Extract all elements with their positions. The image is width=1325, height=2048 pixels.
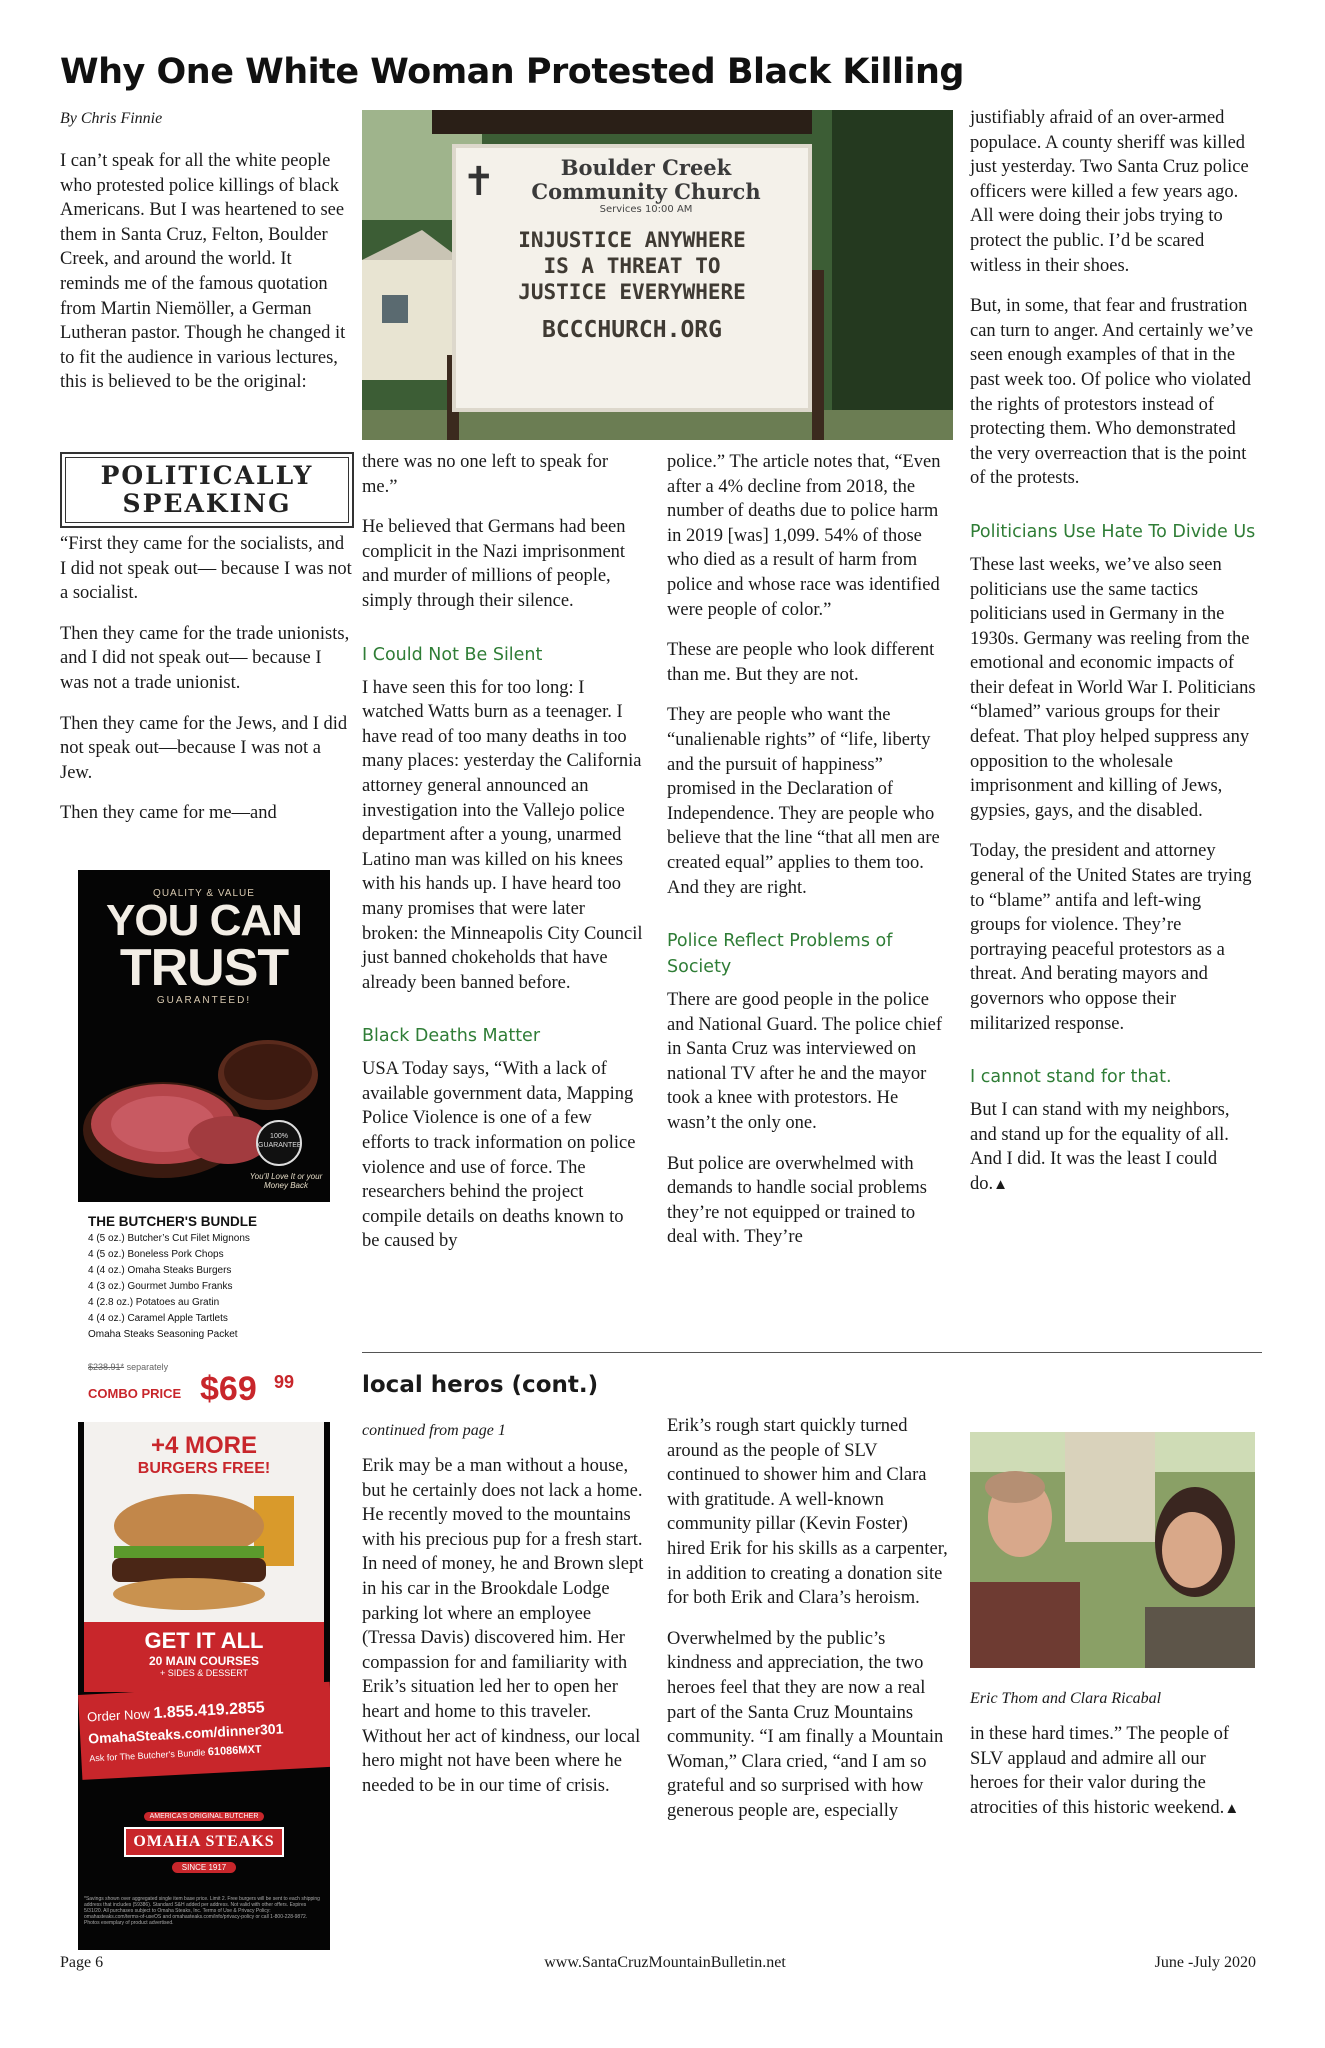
local-heros-title: local heros (cont.) [362, 1372, 599, 1398]
footer-website[interactable]: www.SantaCruzMountainBulletin.net [544, 1954, 786, 1971]
section-divider [362, 1352, 1262, 1353]
church-sign [452, 144, 812, 412]
paragraph: Erik may be a man without a house, but he certainly does not lack a home. He recently moved to the mountains with his precious pup for a fresh start. In need of money, he and Brown slept in his car in the Brookdale Lodge parking lot where an employee (Tressa Davis) discovered him. Her compassion for and familiarity with Erik’s situation led her to open her heart and home to this traveler. Without her act of kindness, our local hero might not have been where he needed to be in our time of crisis. [362, 1456, 644, 1796]
subhead-politicians: Politicians Use Hate To Divide Us [970, 521, 1256, 542]
main-courses: 20 MAIN COURSES [148, 1654, 260, 1668]
tree-icon: ▲ [1224, 1800, 1240, 1817]
bundle-title: THE BUTCHER'S BUNDLE [88, 1214, 257, 1229]
paragraph: Erik’s rough start quickly turned around as the people of SLV continued to shower him and Clara with gratitude. A well-known community pillar (Kevin Foster) hired Erik for his skills as a carpenter, in addition to creating a donation site for both Erik and Clara’s heroism. [667, 1416, 948, 1609]
order-website[interactable]: OmahaSteaks.com/dinner301 [87, 1720, 284, 1747]
logo-name: OMAHA STEAKS [124, 1827, 284, 1857]
more-burgers-line1: +4 MORE [150, 1432, 258, 1459]
bundle-items [88, 1231, 320, 1343]
guarantee-badge: 100% GUARANTEE [256, 1120, 302, 1166]
ad-headline-2: TRUST [119, 939, 289, 997]
column-1 [60, 149, 352, 411]
order-phone[interactable]: 1.855.419.2855 [153, 1699, 266, 1723]
paragraph: Overwhelmed by the public’s kindness and appreciation, the two heroes feel that they are now a real part of the Santa Cruz Mountains community. “I am finally a Mountain Woman,” Clara cried, “and I am so grateful and so surprised with how generous people are, especially [667, 1628, 944, 1821]
ad-script: You’ll Love It or your Money Back [249, 1172, 323, 1190]
subhead-black-deaths: Black Deaths Matter [362, 1026, 541, 1047]
subhead-silent: I Could Not Be Silent [362, 644, 543, 665]
ad-guaranteed: GUARANTEED! [156, 995, 252, 1006]
logo-arc-text: AMERICA'S ORIGINAL BUTCHER [144, 1812, 265, 1821]
paragraph: I have seen this for too long: I watched Watts burn as a teenager. I have read of too many deaths in too many places: yesterday the California attorney general announced an investigation into the Vallejo police department after a young, unarmed Latino man was killed on his knees with his hands up. I have heard too many promises that were later broken: the Minneapolis City Council just banned chokeholds that have already been banned before. [362, 677, 643, 993]
continued-note: continued from page 1 [362, 1422, 506, 1439]
paragraph: These last weeks, we’ve also seen politicians use the same tactics politicians used in Germany in the 1930s. Germany was reeling from the emotional and economic impacts of their defeat in World War I. Politicians “blamed” various groups for their defeat. That ploy helped suppress any opposition to the wholesale imprisonment and killing of Jews, gypsies, gays, and the disabled. [970, 554, 1256, 821]
section-label-line2: SPEAKING [122, 489, 292, 518]
ad-fine-print: *Savings shown over aggregated single item base price. Limit 2. Free burgers will be sent to each shipping address that includes (59386). Standard S&H added per address. Not valid with other offers. Expires 5/31/20. All purchases subject to Omaha Steaks, Inc. Terms of Use & Privacy Policy: omahasteaks.com/terms-of-useOS and omahasteaks.com/info/privacy-policy or call 1-800-228-9872. Photos exemplary of product advertised. [84, 1896, 320, 1926]
paragraph: police.” The article notes that, “Even after a 4% decline from 2018, the number of deaths due to police harm in 2019 [was] 1,099. 54% of those who died as a result of harm from police and whose race was identified were people of color.” [667, 452, 941, 620]
local-column-2 [667, 1414, 949, 1824]
quote-paragraph: “First they came for the socialists, and I did not speak out— because I was not a socialist. [60, 534, 352, 604]
column-2 [362, 450, 644, 1254]
column-4 [970, 106, 1256, 1198]
quote-paragraph: Then they came for the Jews, and I did not speak out—because I was not a Jew. [60, 713, 348, 783]
photo-caption: Eric Thom and Clara Ricabal [970, 1690, 1162, 1707]
burger-image [84, 1486, 324, 1616]
bundle-item: 4 (5 oz.) Butcher’s Cut Filet Mignons [88, 1233, 250, 1244]
church-sign-photo [362, 110, 953, 440]
paragraph: justifiably afraid of an over-armed populace. A county sheriff was killed just yesterday. Two Santa Cruz police officers were killed a few years ago. All were doing their jobs trying to protect the public. I’d be scared witless in their shoes. [970, 108, 1249, 276]
sign-message-line: JUSTICE EVERYWHERE [518, 280, 746, 304]
sign-services: Services 10:00 AM [599, 204, 693, 215]
paragraph: But, in some, that fear and frustration can turn to anger. And certainly we’ve seen enough examples of that in the past week too. Of police who violated the rights of protestors instead of protecting them. Who demonstrated the very overreaction that is the point of the protests. [970, 296, 1254, 489]
local-column-3 [970, 1722, 1255, 1821]
order-panel[interactable] [78, 1682, 330, 1780]
combo-price-cents: 99 [274, 1372, 295, 1392]
heroes-photo [970, 1432, 1255, 1668]
omaha-logo [124, 1805, 284, 1877]
old-price: $238.91* [88, 1362, 125, 1372]
politically-speaking-box [60, 452, 354, 528]
issue-date: June -July 2020 [1154, 1954, 1256, 1971]
bundle-item: 4 (4 oz.) Caramel Apple Tartlets [88, 1313, 228, 1324]
bundle-item: 4 (4 oz.) Omaha Steaks Burgers [88, 1265, 232, 1276]
paragraph: there was no one left to speak for me.” [362, 452, 609, 497]
bundle-item: 4 (5 oz.) Boneless Pork Chops [88, 1249, 224, 1260]
paragraph: But police are overwhelmed with demands to handle social problems they’re not equipped or trained to deal with. They’re [667, 1153, 927, 1248]
paragraph: There are good people in the police and National Guard. The police chief in Santa Cruz was interviewed on national TV after he and the mayor took a knee with protestors. He wasn’t the only one. [667, 990, 942, 1134]
subhead-police: Police Reflect Problems of Society [667, 931, 893, 978]
byline: By Chris Finnie [60, 110, 163, 127]
paragraph: USA Today says, “With a lack of available government data, Mapping Police Violence is one of a few efforts to track information on police violence and use of force. The researchers behind the project compile details on deaths known to be caused by [362, 1059, 636, 1252]
get-it-all: GET IT ALL [144, 1628, 264, 1653]
paragraph: in these hard times.” The people of SLV applaud and admire all our heroes for their valor during the atrocities of this historic weekend. [970, 1724, 1230, 1818]
sign-message-line: INJUSTICE ANYWHERE [518, 228, 746, 252]
bundle-item: Omaha Steaks Seasoning Packet [88, 1329, 238, 1340]
column-3 [667, 450, 949, 1250]
paragraph: They are people who want the “unalienable rights” of “life, liberty and the pursuit of happiness” promised in the Declaration of Independence. They are people who believe that the line “that all men are created equal” applies to them too. And they are right. [667, 705, 940, 898]
get-it-all-panel [84, 1622, 324, 1692]
local-column-1 [362, 1454, 644, 1798]
quote-column [60, 532, 352, 826]
paragraph: Today, the president and attorney general of the United States are trying to “blame” antifa and left-wing groups for violence. They’re portraying peaceful protestors as a threat. And berating mayors and governors who oppose their militarized response. [970, 841, 1252, 1034]
quote-paragraph: Then they came for the trade unionists, and I did not speak out— because I was not a trade unionist. [60, 623, 350, 693]
sign-url: BCCCHURCH.ORG [541, 317, 722, 343]
paragraph: These are people who look different than me. But they are not. [667, 640, 935, 685]
ad-code: 61086MXT [207, 1743, 262, 1759]
church-icon: ✝ [462, 159, 496, 204]
combo-label: COMBO PRICE [88, 1386, 182, 1401]
steak-photo [78, 1020, 330, 1205]
ad-top-tag: QUALITY & VALUE [153, 888, 255, 899]
paragraph: But I can stand with my neighbors, and stand up for the equality of all. And I did. It was the least I could do. [970, 1100, 1230, 1194]
paragraph: He believed that Germans had been complicit in the Nazi imprisonment and murder of millions of people, simply through their silence. [362, 517, 626, 611]
ad-headline-1: YOU CAN [106, 896, 302, 945]
sign-message-line: IS A THREAT TO [543, 254, 721, 278]
section-label-line1: POLITICALLY [100, 461, 314, 490]
article-headline: Why One White Woman Protested Black Killing [60, 52, 964, 92]
bundle-item: 4 (2.8 oz.) Potatoes au Gratin [88, 1297, 220, 1308]
combo-price: $69 [200, 1370, 257, 1408]
omaha-steaks-ad[interactable] [78, 870, 330, 1950]
tree-icon: ▲ [993, 1176, 1008, 1193]
sides: + SIDES & DESSERT [159, 1668, 249, 1678]
ask-label: Ask for The Butcher's Bundle [89, 1747, 206, 1764]
quote-paragraph: Then they came for me—and [60, 803, 277, 824]
sign-title: Boulder Creek Community Church [531, 155, 761, 204]
bundle-item: 4 (3 oz.) Gourmet Jumbo Franks [88, 1281, 233, 1292]
subhead-cannot-stand: I cannot stand for that. [970, 1067, 1172, 1088]
page-number: Page 6 [60, 1954, 104, 1971]
intro-paragraph: I can’t speak for all the white people who protested police killings of black Americans. But I was heartened to see them in Santa Cruz, Felton, Boulder Creek, and around the world. It reminds me of the famous quotation from Martin Niemöller, a German Lutheran pastor. Though he changed it to fit the audience in various lectures, this is believed to be the original: [60, 151, 346, 393]
separately-label: separately [126, 1362, 169, 1372]
more-burgers-line2: BURGERS FREE! [137, 1460, 271, 1477]
order-label: Order Now [86, 1706, 151, 1725]
logo-since: SINCE 1917 [172, 1862, 236, 1873]
